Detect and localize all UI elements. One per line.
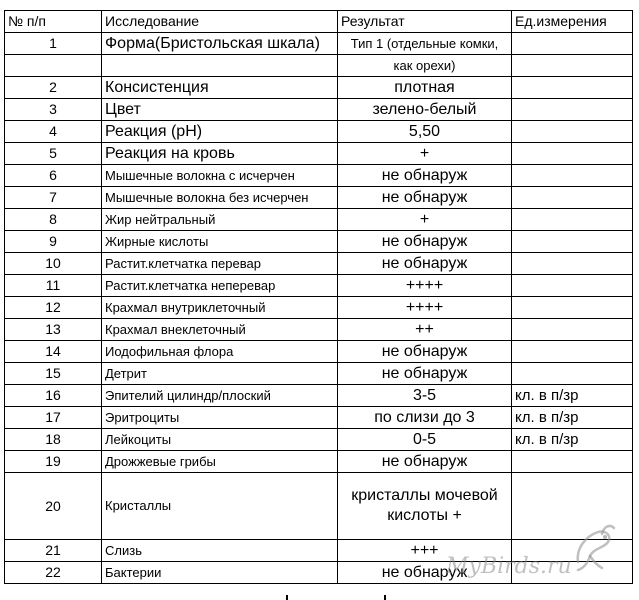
row-result: не обнаруж	[338, 562, 512, 584]
table-row	[5, 99, 633, 121]
row-unit: кл. в п/зр	[512, 429, 633, 451]
table-row	[5, 121, 633, 143]
row-result: кристаллы мочевой кислоты +	[338, 473, 512, 540]
header-row	[5, 11, 633, 33]
table-row	[5, 77, 633, 99]
row-unit: кл. в п/зр	[512, 385, 633, 407]
row-result: Тип 1 (отдельные комки,	[338, 33, 512, 55]
row-result: +	[338, 143, 512, 165]
row-test-name: Крахмал внеклеточный	[102, 319, 338, 341]
table-row	[5, 275, 633, 297]
row-unit	[512, 187, 633, 209]
row-number: 10	[5, 253, 102, 275]
row-test-name: Форма(Бристольская шкала)	[102, 33, 338, 55]
cropped-text-edge	[0, 594, 639, 600]
row-test-name: Мышечные волокна с исчерчен	[102, 165, 338, 187]
row-number: 9	[5, 231, 102, 253]
row-result: ++++	[338, 275, 512, 297]
watermark	[440, 518, 630, 588]
table-row	[5, 385, 633, 407]
row-test-name: Детрит	[102, 363, 338, 385]
row-number: 2	[5, 77, 102, 99]
row-unit	[512, 99, 633, 121]
table-row	[5, 33, 633, 55]
row-result: не обнаруж	[338, 451, 512, 473]
row-number: 12	[5, 297, 102, 319]
table-row	[5, 187, 633, 209]
row-test-name: Эпителий цилиндр/плоский	[102, 385, 338, 407]
row-test-name: Кристаллы	[102, 473, 338, 540]
row-unit	[512, 363, 633, 385]
row-result: не обнаруж	[338, 187, 512, 209]
row-test-name: Лейкоциты	[102, 429, 338, 451]
row-test-name	[102, 55, 338, 77]
row-number: 14	[5, 341, 102, 363]
row-test-name: Дрожжевые грибы	[102, 451, 338, 473]
row-unit	[512, 275, 633, 297]
row-result: не обнаруж	[338, 165, 512, 187]
table-row	[5, 297, 633, 319]
row-number: 3	[5, 99, 102, 121]
table-row	[5, 209, 633, 231]
row-number: 16	[5, 385, 102, 407]
row-test-name: Слизь	[102, 540, 338, 562]
row-result: +++	[338, 540, 512, 562]
table-row	[5, 429, 633, 451]
row-result: не обнаруж	[338, 253, 512, 275]
row-result: 0-5	[338, 429, 512, 451]
row-test-name: Жирные кислоты	[102, 231, 338, 253]
row-unit: кл. в п/зр	[512, 407, 633, 429]
row-number: 8	[5, 209, 102, 231]
row-unit	[512, 451, 633, 473]
header-test: Исследование	[102, 11, 338, 33]
row-test-name: Растит.клетчатка неперевар	[102, 275, 338, 297]
row-unit	[512, 55, 633, 77]
row-test-name: Растит.клетчатка перевар	[102, 253, 338, 275]
row-number: 7	[5, 187, 102, 209]
row-number: 22	[5, 562, 102, 584]
row-number: 4	[5, 121, 102, 143]
row-unit	[512, 231, 633, 253]
row-unit	[512, 253, 633, 275]
table-row	[5, 55, 633, 77]
header-result: Результат	[338, 11, 512, 33]
row-test-name: Эритроциты	[102, 407, 338, 429]
results-table	[4, 10, 633, 584]
row-result: как орехи)	[338, 55, 512, 77]
row-result: зелено-белый	[338, 99, 512, 121]
table-row	[5, 253, 633, 275]
row-number: 18	[5, 429, 102, 451]
row-result: плотная	[338, 77, 512, 99]
table-row	[5, 319, 633, 341]
row-number: 17	[5, 407, 102, 429]
table-row	[5, 451, 633, 473]
row-test-name: Иодофильная флора	[102, 341, 338, 363]
row-unit	[512, 77, 633, 99]
row-result: ++	[338, 319, 512, 341]
row-unit	[512, 297, 633, 319]
row-result: 3-5	[338, 385, 512, 407]
row-test-name: Цвет	[102, 99, 338, 121]
row-number	[5, 55, 102, 77]
table-row	[5, 407, 633, 429]
row-number: 19	[5, 451, 102, 473]
row-number: 15	[5, 363, 102, 385]
table-row	[5, 143, 633, 165]
bird-logo-icon	[558, 518, 618, 578]
row-result: +	[338, 209, 512, 231]
row-result: не обнаруж	[338, 363, 512, 385]
row-number: 21	[5, 540, 102, 562]
row-unit	[512, 165, 633, 187]
row-number: 11	[5, 275, 102, 297]
row-result: не обнаруж	[338, 341, 512, 363]
header-unit: Ед.измерения	[512, 11, 633, 33]
row-unit	[512, 341, 633, 363]
row-test-name: Крахмал внутриклеточный	[102, 297, 338, 319]
row-unit	[512, 33, 633, 55]
table-row	[5, 363, 633, 385]
row-unit	[512, 121, 633, 143]
row-test-name: Бактерии	[102, 562, 338, 584]
header-number: № п/п	[5, 11, 102, 33]
row-test-name: Реакция на кровь	[102, 143, 338, 165]
row-unit	[512, 209, 633, 231]
row-unit	[512, 319, 633, 341]
table-row	[5, 165, 633, 187]
row-result: не обнаруж	[338, 231, 512, 253]
row-number: 1	[5, 33, 102, 55]
row-test-name: Реакция (pH)	[102, 121, 338, 143]
row-test-name: Жир нейтральный	[102, 209, 338, 231]
row-number: 20	[5, 473, 102, 540]
row-number: 13	[5, 319, 102, 341]
watermark-text: MyBirds.ru	[446, 554, 572, 579]
row-number: 6	[5, 165, 102, 187]
row-result: 5,50	[338, 121, 512, 143]
table-row	[5, 231, 633, 253]
row-test-name: Мышечные волокна без исчерчен	[102, 187, 338, 209]
row-result: ++++	[338, 297, 512, 319]
row-number: 5	[5, 143, 102, 165]
table-row	[5, 341, 633, 363]
row-result: по слизи до 3	[338, 407, 512, 429]
row-unit	[512, 143, 633, 165]
row-test-name: Консистенция	[102, 77, 338, 99]
